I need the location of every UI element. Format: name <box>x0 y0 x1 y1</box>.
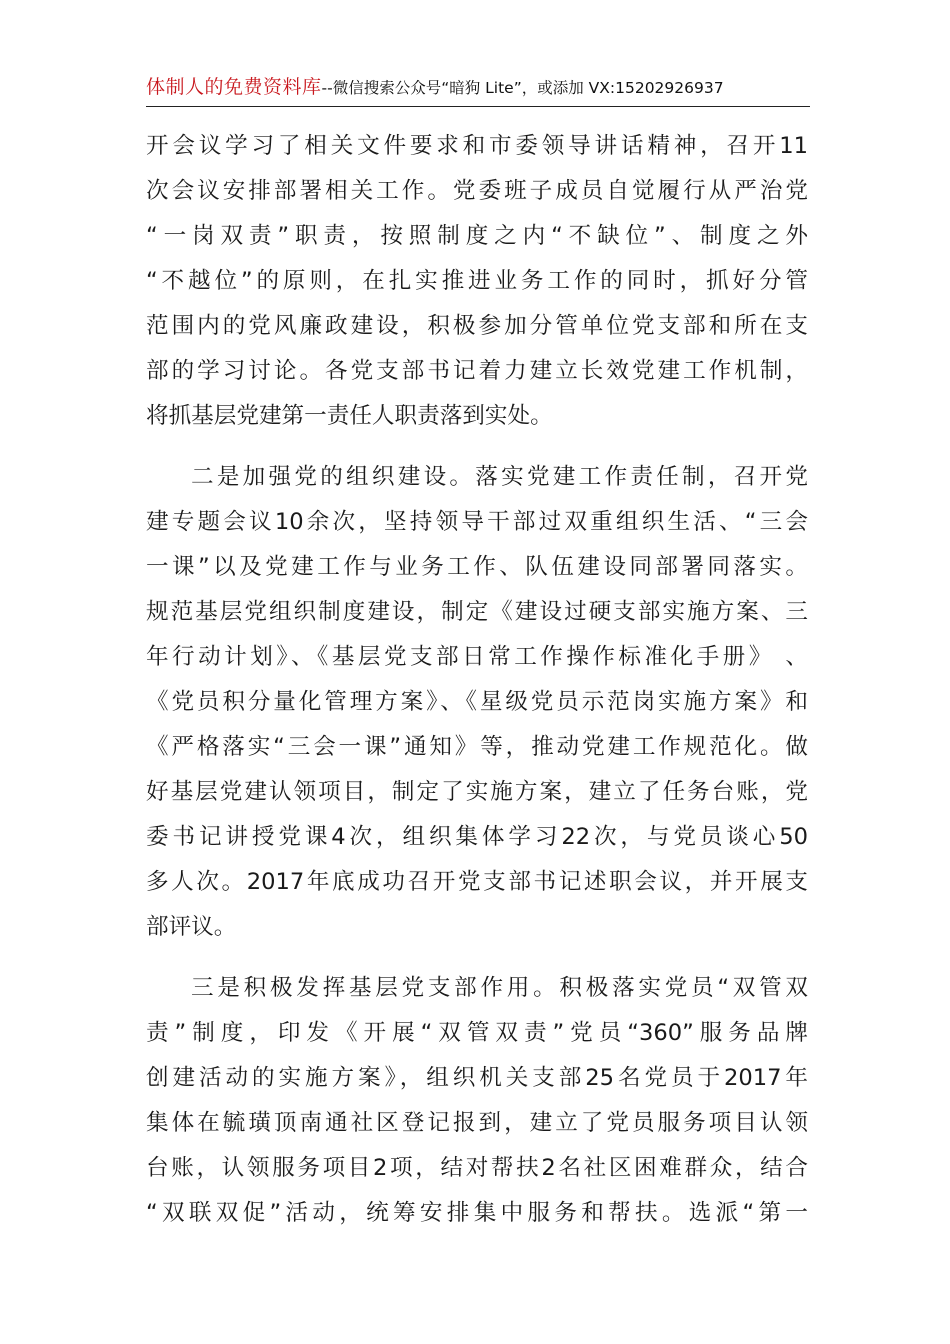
text-line: 规范基层党组织制度建设，制定《建设过硬支部实施方案、三 <box>146 599 808 625</box>
text-line: 好基层党建认领项目，制定了实施方案，建立了任务台账，党 <box>146 779 808 805</box>
text-line: 《严格落实“三会一课”通知》等，推动党建工作规范化。做 <box>146 734 808 760</box>
text-line: 次会议安排部署相关工作。党委班子成员自觉履行从严治党 <box>146 178 808 204</box>
text-line: “一岗双责”职责，按照制度之内“不缺位”、制度之外 <box>146 223 808 249</box>
text-line: “双联双促”活动，统筹安排集中服务和帮扶。选派“第一 <box>146 1200 808 1226</box>
header-note: --微信搜索公众号“暗狗 Lite”，或添加 VX:15202926937 <box>321 79 724 97</box>
text-line: 责”制度，印发《开展“双管双责”党员“360”服务品牌 <box>146 1020 808 1046</box>
paragraph <box>146 966 808 1236</box>
text-line: “不越位”的原则，在扎实推进业务工作的同时，抓好分管 <box>146 268 808 294</box>
paragraph <box>146 124 808 439</box>
text-line: 多人次。2017年底成功召开党支部书记述职会议，并开展支 <box>146 869 808 895</box>
text-line: 集体在毓璜顶南通社区登记报到，建立了党员服务项目认领 <box>146 1110 808 1136</box>
header-brand: 体制人的免费资料库 <box>146 76 322 98</box>
text-line: 台账，认领服务项目2项，结对帮扶2名社区困难群众，结合 <box>146 1155 808 1181</box>
text-line: 年行动计划》、《基层党支部日常工作操作标准化手册》 、 <box>146 644 808 670</box>
page-header <box>146 72 810 106</box>
text-line: 三是积极发挥基层党支部作用。积极落实党员“双管双 <box>191 975 808 1001</box>
text-line: 部的学习讨论。各党支部书记着力建立长效党建工作机制， <box>146 358 808 384</box>
text-line: 一课”以及党建工作与业务工作、队伍建设同部署同落实。 <box>146 554 808 580</box>
text-line: 部评议。 <box>146 914 237 940</box>
text-line: 委书记讲授党课4次，组织集体学习22次，与党员谈心50 <box>146 824 808 850</box>
text-line: 开会议学习了相关文件要求和市委领导讲话精神，召开11 <box>146 133 808 159</box>
header-divider <box>146 106 810 107</box>
text-line: 建专题会议10余次，坚持领导干部过双重组织生活、“三会 <box>146 509 808 535</box>
text-line: 创建活动的实施方案》，组织机关支部25名党员于2017年 <box>146 1065 808 1091</box>
text-line: 二是加强党的组织建设。落实党建工作责任制，召开党 <box>191 464 808 490</box>
text-line: 《党员积分量化管理方案》、《星级党员示范岗实施方案》和 <box>146 689 808 715</box>
text-line: 将抓基层党建第一责任人职责落到实处。 <box>146 403 553 429</box>
paragraph <box>146 455 808 950</box>
document-body <box>146 124 808 1236</box>
text-line: 范围内的党风廉政建设，积极参加分管单位党支部和所在支 <box>146 313 808 339</box>
